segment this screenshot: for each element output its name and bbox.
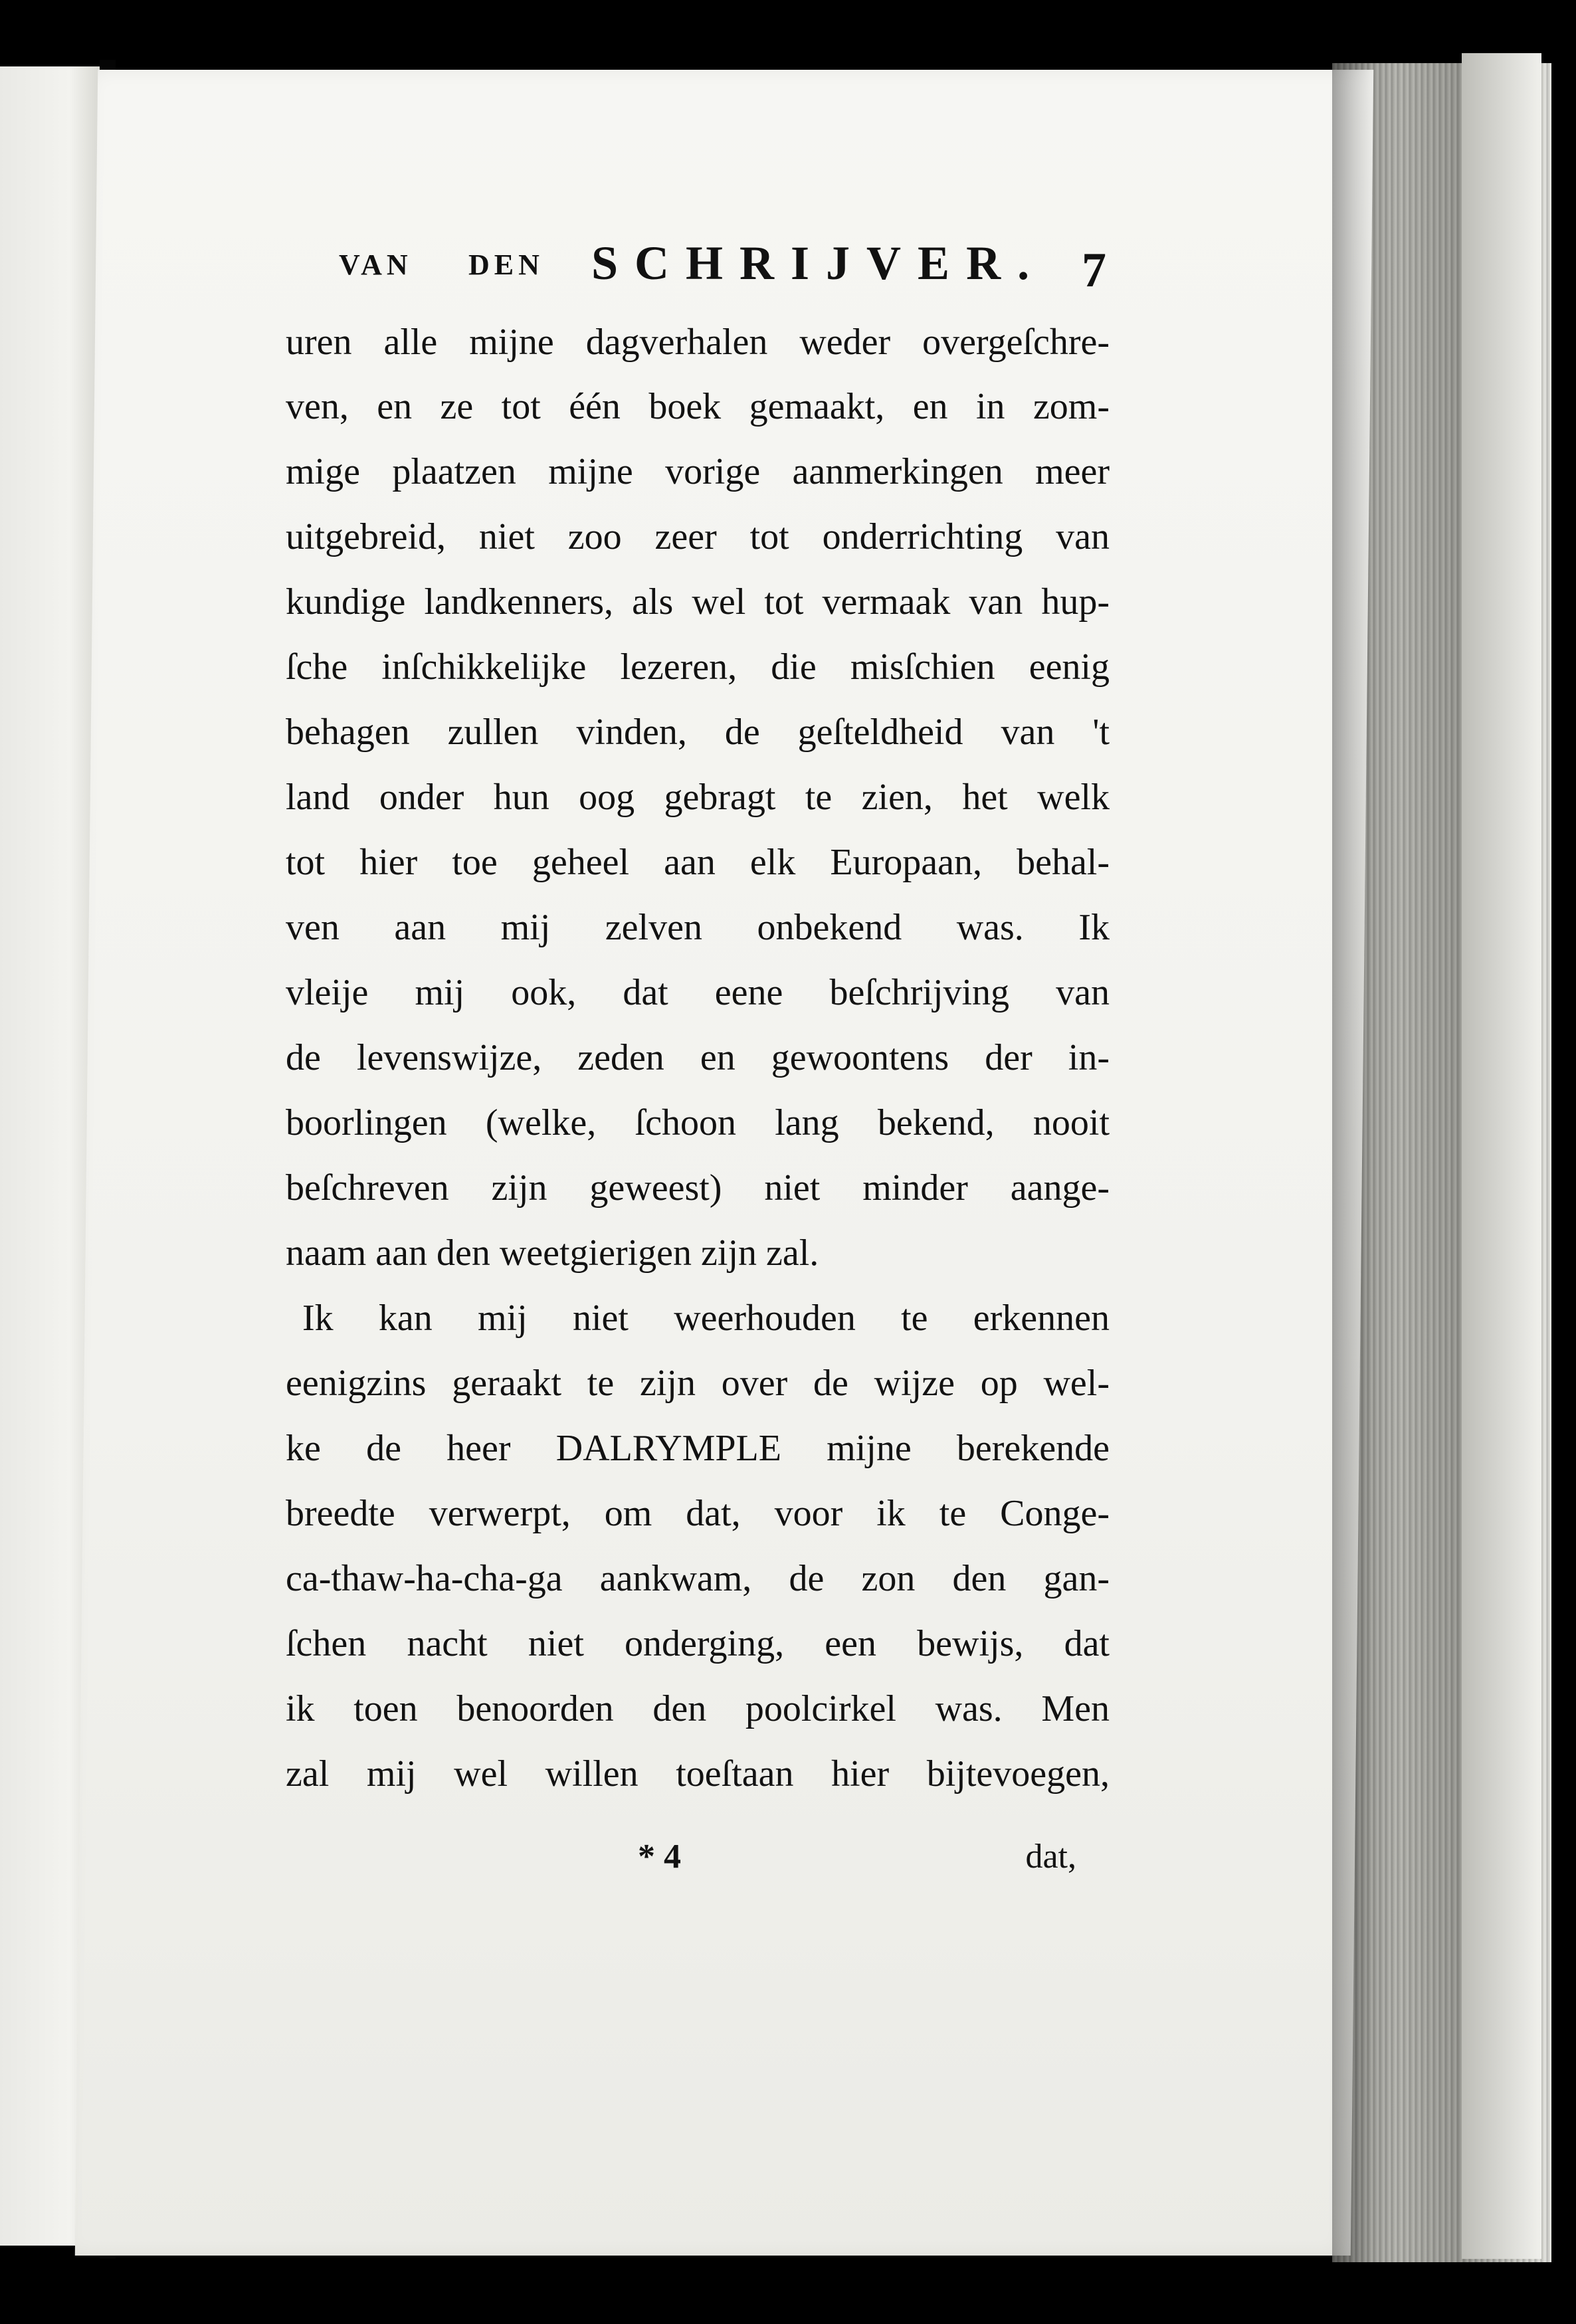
text-line: kundige landkenners, als wel tot vermaak van hup- bbox=[286, 581, 1110, 623]
page-stack-shadow bbox=[1332, 63, 1372, 2262]
text-line: uren alle mijne dagverhalen weder overgeſchre- bbox=[286, 322, 1110, 363]
page-footer bbox=[625, 1837, 1090, 1890]
text-line: naam aan den weetgierigen zijn zal. bbox=[286, 1232, 819, 1274]
text-line: behagen zullen vinden, de geſteldheid van 't bbox=[286, 712, 1110, 753]
text-line: tot hier toe geheel aan elk Europaan, behal- bbox=[286, 842, 1110, 883]
text-line: beſchreven zijn geweest) niet minder aange- bbox=[286, 1167, 1110, 1209]
text-line: Ik kan mij niet weerhouden te erkennen bbox=[302, 1298, 1110, 1339]
text-line: land onder hun oog gebragt te zien, het welk bbox=[286, 777, 1110, 818]
text-line: de levenswijze, zeden en gewoontens der in- bbox=[286, 1037, 1110, 1078]
text-line: ik toen benoorden den poolcirkel was. Men bbox=[286, 1688, 1110, 1729]
text-line: ca-thaw-ha-cha-ga aankwam, de zon den gan- bbox=[286, 1558, 1110, 1599]
running-head-van: VAN bbox=[339, 248, 413, 281]
text-line: ſche inſchikkelijke lezeren, die misſchien eenig bbox=[286, 646, 1110, 688]
text-line: zal mij wel willen toeſtaan hier bijtevoegen, bbox=[286, 1753, 1110, 1794]
text-line: ven, en ze tot één boek gemaakt, en in zom- bbox=[286, 386, 1110, 427]
text-line: breedte verwerpt, om dat, voor ik te Conge- bbox=[286, 1493, 1110, 1534]
page-number: 7 bbox=[1082, 243, 1106, 298]
running-head-schrijver: SCHRIJVER. bbox=[591, 237, 1046, 290]
text-line: ſchen nacht niet onderging, een bewijs, dat bbox=[286, 1623, 1110, 1664]
text-line: eenigzins geraakt te zijn over de wijze op wel- bbox=[286, 1363, 1110, 1404]
page-stack-outer-edge bbox=[1462, 53, 1541, 2259]
text-line: boorlingen (welke, ſchoon lang bekend, nooit bbox=[286, 1102, 1110, 1143]
running-head-den: DEN bbox=[468, 248, 544, 281]
catchword: dat, bbox=[1025, 1838, 1076, 1876]
text-line: vleije mij ook, dat eene beſchrijving van bbox=[286, 972, 1110, 1013]
running-head bbox=[339, 236, 1103, 296]
text-line: ven aan mij zelven onbekend was. Ik bbox=[286, 907, 1110, 948]
text-line: ke de heer DALRYMPLE mijne berekende bbox=[286, 1428, 1110, 1469]
signature-mark: * 4 bbox=[638, 1838, 681, 1876]
text-line: mige plaatzen mijne vorige aanmerkingen meer bbox=[286, 451, 1110, 492]
text-line: uitgebreid, niet zoo zeer tot onderrichting van bbox=[286, 516, 1110, 557]
